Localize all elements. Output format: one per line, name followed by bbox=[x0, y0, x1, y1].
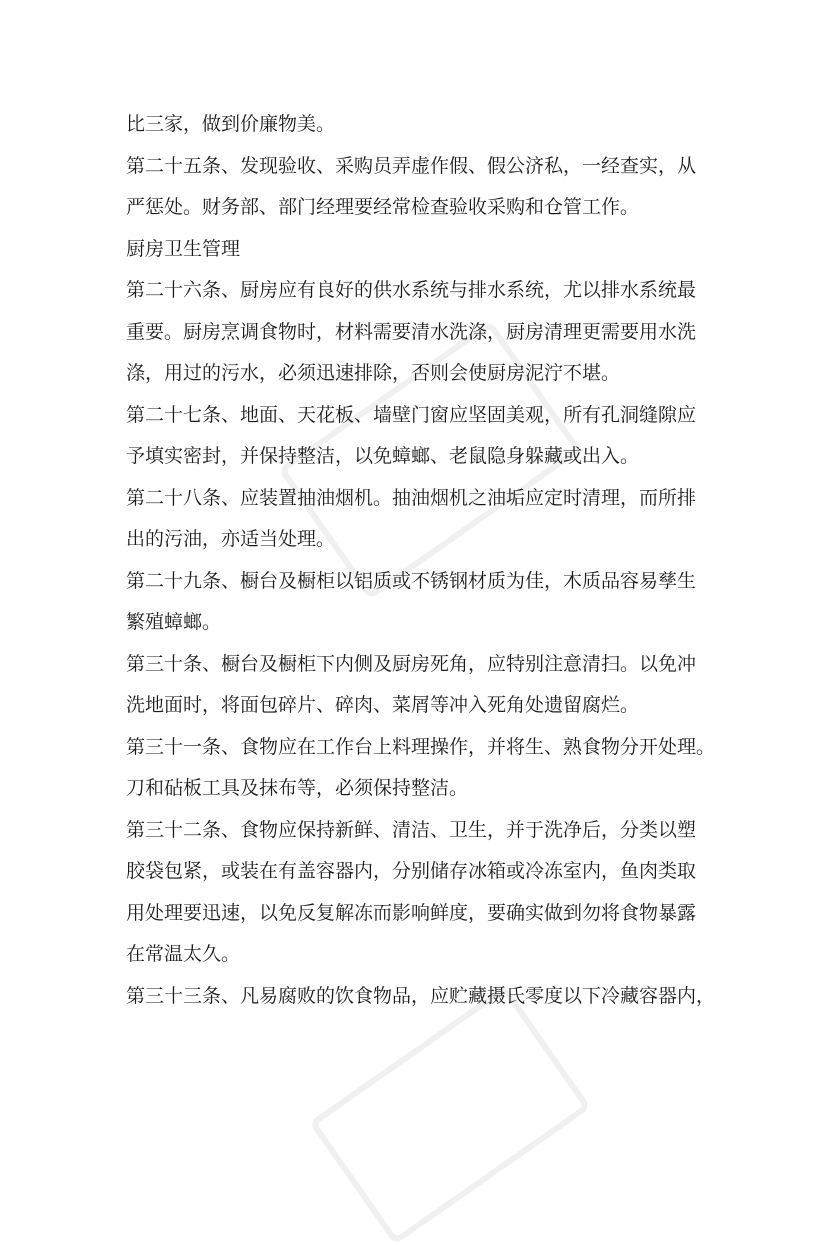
paragraph-article-30 bbox=[126, 644, 710, 727]
text-line: 予填实密封，并保持整洁，以免蟑螂、老鼠隐身躲藏或出入。 bbox=[126, 445, 640, 467]
text-line: 第三十一条、食物应在工作台上料理操作，并将生、熟食物分开处理。 bbox=[126, 735, 716, 758]
section-heading-kitchen-hygiene bbox=[126, 229, 710, 271]
document-body bbox=[126, 104, 716, 1017]
text-line: 繁殖蟑螂。 bbox=[126, 611, 222, 633]
text-line: 胶袋包紧，或装在有盖容器内，分别储存冰箱或冷冻室内，鱼肉类取 bbox=[126, 860, 697, 882]
watermark-stamp bbox=[309, 985, 592, 1245]
text-line: 用处理要迅速，以免反复解冻而影响鲜度，要确实做到勿将食物暴露 bbox=[126, 901, 697, 924]
text-line: 比三家，做到价廉物美。 bbox=[126, 113, 336, 135]
text-line: 第二十五条、发现验收、采购员弄虚作假、假公济私，一经查实，从 bbox=[126, 154, 697, 177]
text-line: 第二十七条、地面、天花板、墙壁门窗应坚固美观，所有孔洞缝隙应 bbox=[126, 403, 697, 426]
text-line: 在常温太久。 bbox=[126, 943, 241, 965]
text-line: 第三十二条、食物应保持新鲜、清洁、卫生，并于洗净后，分类以塑 bbox=[126, 818, 697, 841]
text-line: 涤，用过的污水，必须迅速排除，否则会使厨房泥泞不堪。 bbox=[126, 362, 621, 384]
paragraph-article-32 bbox=[126, 810, 710, 976]
section-heading: 厨房卫生管理 bbox=[126, 237, 241, 260]
text-line: 第二十六条、厨房应有良好的供水系统与排水系统，尤以排水系统最 bbox=[126, 279, 697, 301]
paragraph-article-29 bbox=[126, 561, 710, 644]
paragraph-article-26 bbox=[126, 270, 710, 395]
text-line: 重要。厨房烹调食物时，材料需要清水洗涤，厨房清理更需要用水洗 bbox=[126, 320, 697, 343]
paragraph-article-31 bbox=[126, 727, 716, 810]
text-line: 刀和砧板工具及抹布等，必须保持整洁。 bbox=[126, 777, 469, 799]
text-line: 第二十九条、橱台及橱柜以铝质或不锈钢材质为佳，木质品容易孳生 bbox=[126, 569, 697, 592]
paragraph-intro-continuation bbox=[126, 104, 710, 146]
paragraph-article-33 bbox=[126, 976, 716, 1018]
text-line: 洗地面时，将面包碎片、碎肉、菜屑等冲入死角处遗留腐烂。 bbox=[126, 694, 640, 716]
paragraph-article-27 bbox=[126, 395, 710, 478]
paragraph-article-25 bbox=[126, 146, 710, 229]
text-line: 第二十八条、应装置抽油烟机。抽油烟机之油垢应定时清理，而所排 bbox=[126, 486, 697, 509]
paragraph-article-28 bbox=[126, 478, 710, 561]
text-line: 出的污油，亦适当处理。 bbox=[126, 528, 336, 550]
text-line: 严惩处。财务部、部门经理要经常检查验收采购和仓管工作。 bbox=[126, 196, 640, 218]
text-line: 第三十三条、凡易腐败的饮食物品，应贮藏摄氏零度以下冷藏容器内， bbox=[126, 984, 716, 1007]
text-line: 第三十条、橱台及橱柜下内侧及厨房死角，应特别注意清扫。以免冲 bbox=[126, 652, 697, 675]
